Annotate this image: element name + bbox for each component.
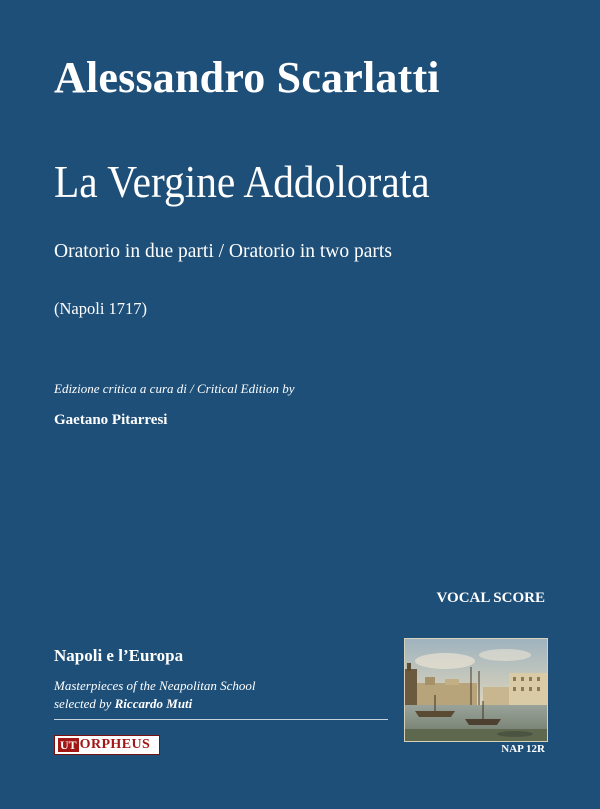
series-selected-by: selected by [54, 696, 115, 711]
score-type-label: VOCAL SCORE [436, 590, 545, 606]
series-title: Napoli e l’Europa [54, 646, 184, 665]
edition-label: Edizione critica a cura di / Critical Edition by [54, 381, 295, 396]
cover-painting [404, 638, 548, 742]
catalog-number: NAP 12R [501, 743, 545, 755]
editor-name: Gaetano Pitarresi [54, 412, 168, 428]
logo-ut: UT [60, 738, 77, 752]
harbour-city-view-painting [405, 639, 547, 741]
work-subtitle: Oratorio in due parti / Oratorio in two parts [54, 241, 392, 262]
series-description-line-1: Masterpieces of the Neapolitan School [54, 678, 256, 693]
publisher-logo [54, 735, 160, 755]
series-description [54, 677, 255, 713]
work-title: La Vergine Addolorata [54, 157, 430, 207]
series-description-line-2 [54, 695, 255, 713]
series-curator-name: Riccardo Muti [114, 696, 193, 711]
divider-rule [54, 719, 388, 720]
place-date: (Napoli 1717) [54, 299, 148, 318]
logo-orpheus: ORPHEUS [79, 737, 151, 752]
composer-name: Alessandro Scarlatti [54, 53, 440, 102]
